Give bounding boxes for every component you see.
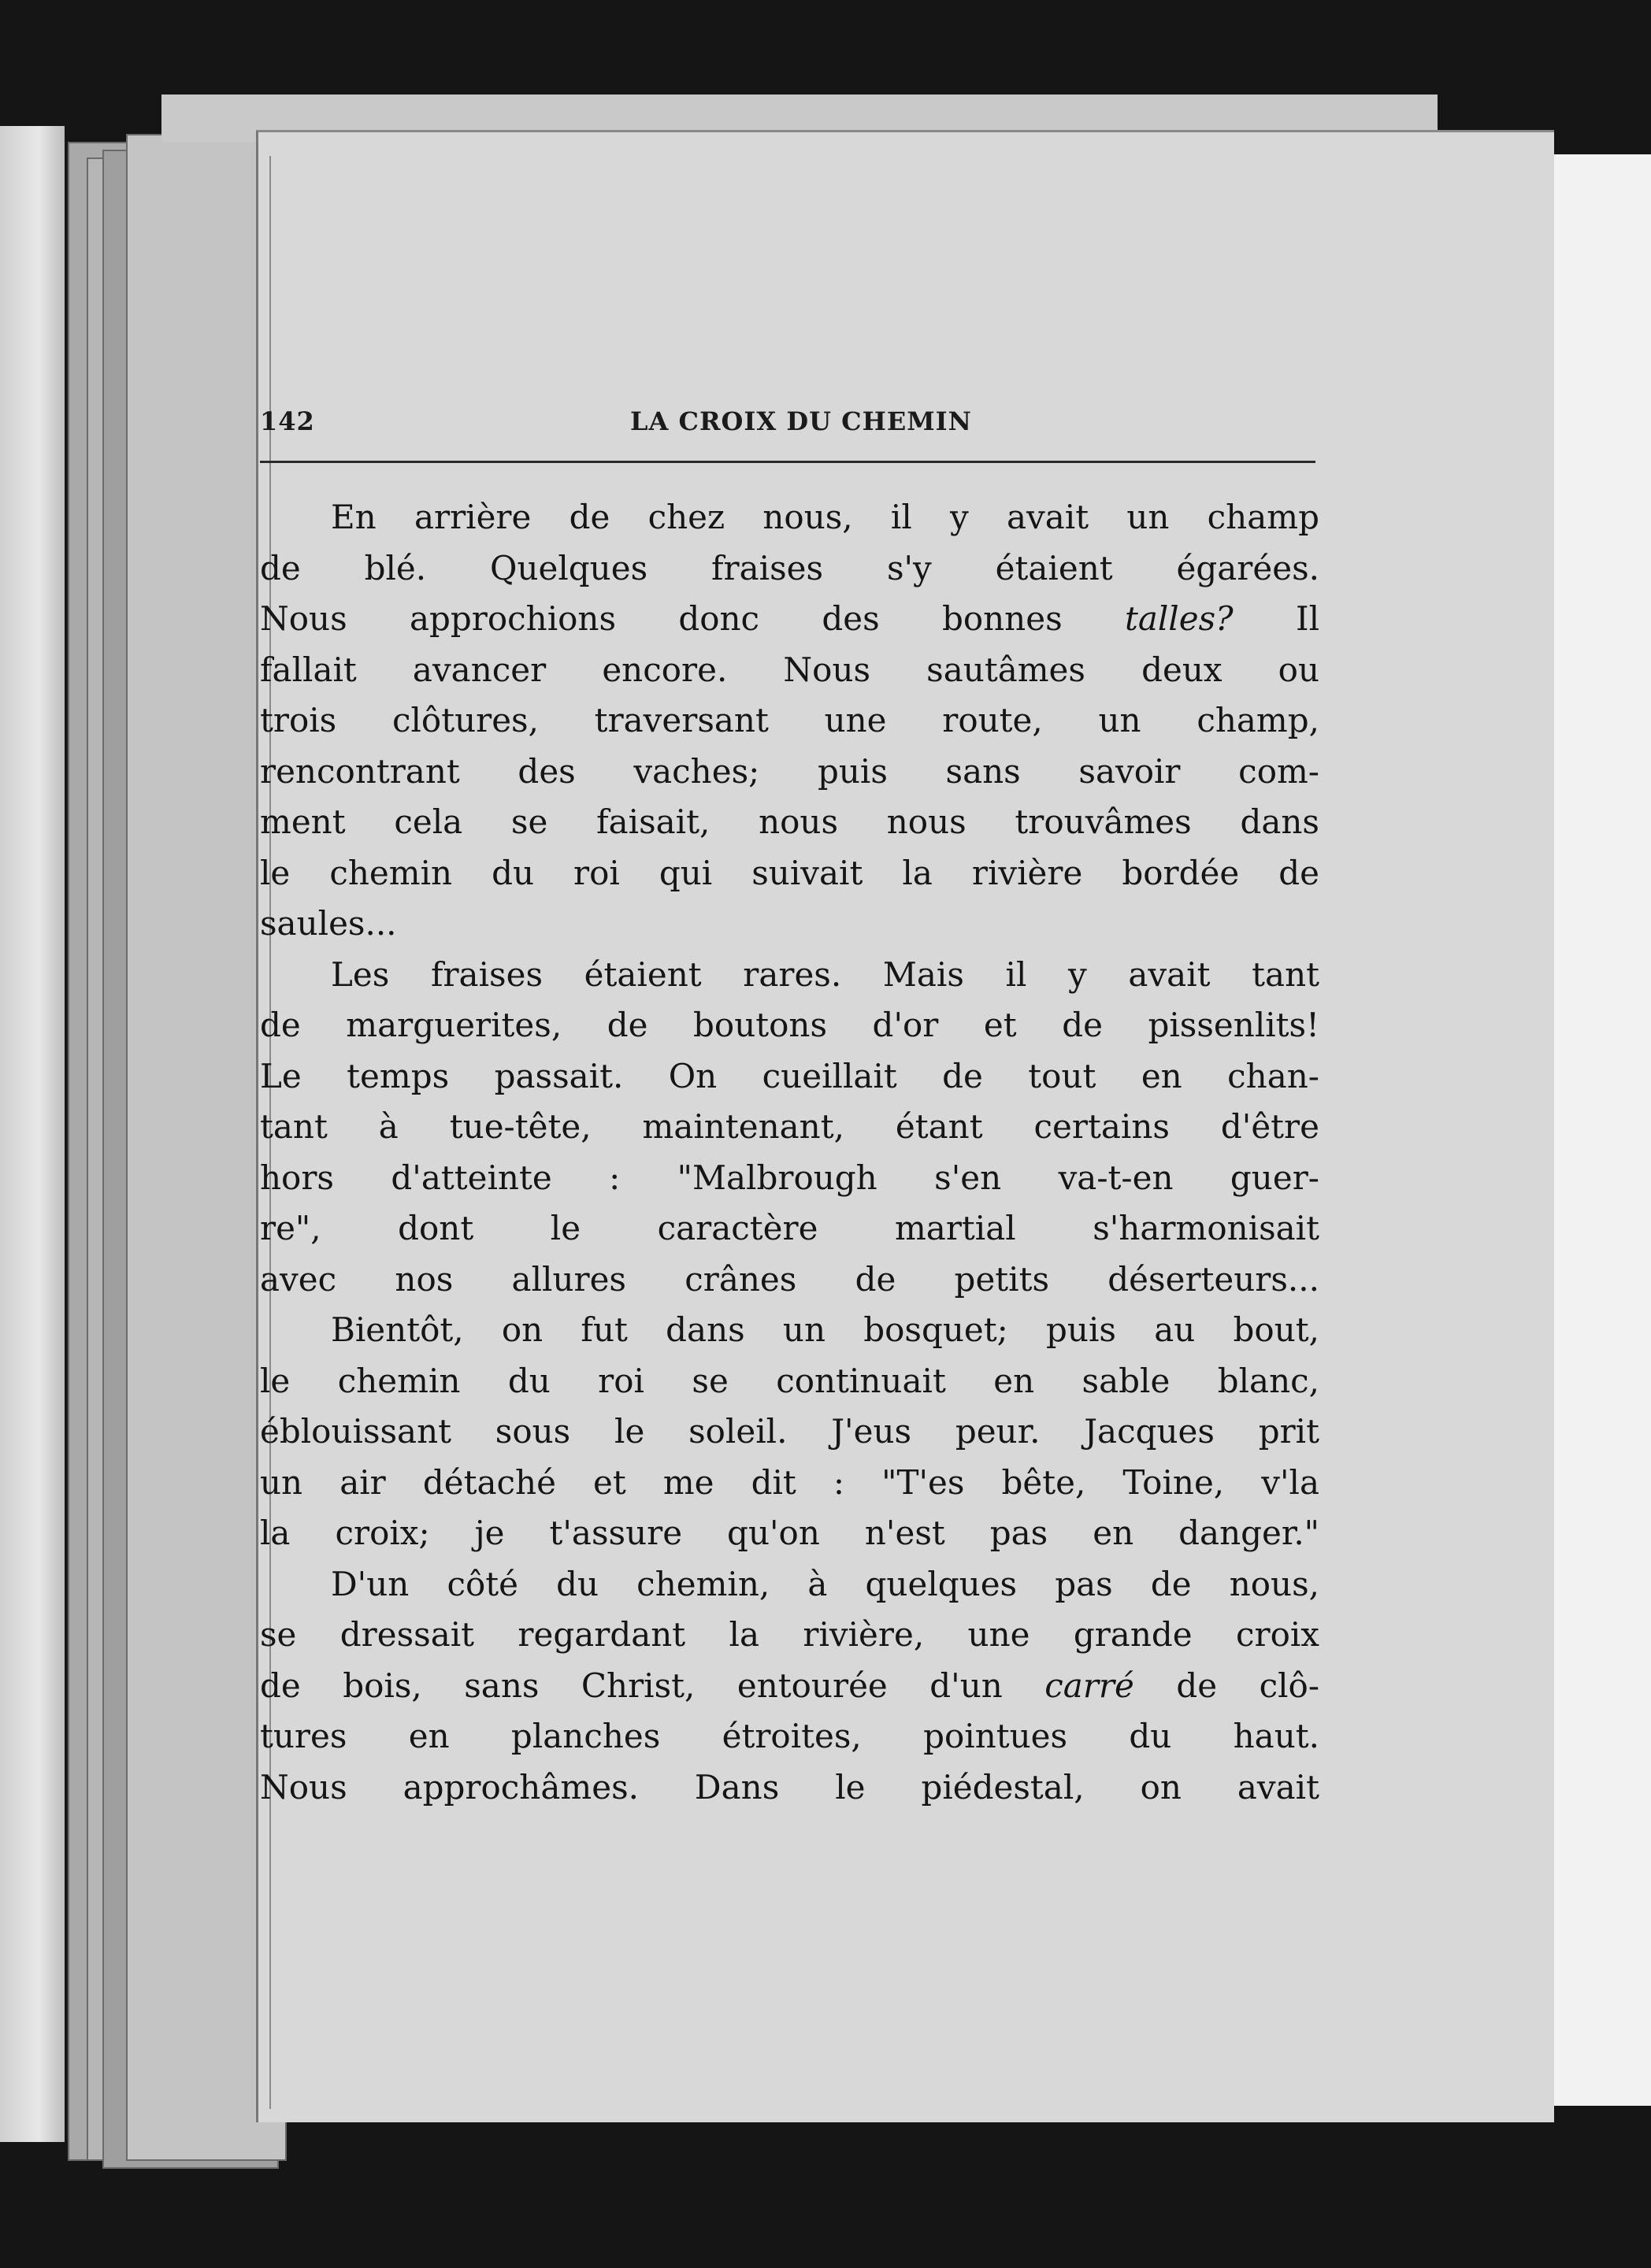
text-line: fallait avancer encore. Nous sautâmes deux ou (260, 650, 1319, 689)
text-line: le chemin du roi qui suivait la rivière bordée de (260, 853, 1319, 892)
text-line: Le temps passait. On cueillait de tout en chan- (260, 1056, 1319, 1095)
text-line: de marguerites, de boutons d'or et de pissenlits! (260, 1006, 1319, 1044)
text-segment: Nous approchions donc des bonnes (260, 599, 1125, 638)
text-line: D'un côté du chemin, à quelques pas de nous, (331, 1564, 1319, 1603)
text-line: hors d'atteinte : "Malbrough s'en va-t-en guer- (260, 1158, 1319, 1197)
text-line: Les fraises étaient rares. Mais il y avait tant (331, 954, 1319, 994)
text-line: de blé. Quelques fraises s'y étaient égarées. (260, 548, 1319, 587)
book-title: LA CROIX DU CHEMIN (630, 406, 972, 436)
text-line: rencontrant des vaches; puis sans savoir com- (260, 751, 1319, 791)
text-line: ment cela se faisait, nous nous trouvâmes dans (260, 802, 1319, 841)
text-line: la croix; je t'assure qu'on n'est pas en danger." (260, 1514, 1319, 1552)
text-segment: Il (1233, 599, 1319, 638)
text-line: le chemin du roi se continuait en sable blanc, (260, 1361, 1319, 1400)
page-number: 142 (260, 406, 315, 436)
text-line (260, 1661, 1319, 1712)
body-text (260, 492, 1319, 1813)
text-line: re", dont le caractère martial s'harmonisait (260, 1209, 1319, 1247)
book-cover-edge (0, 126, 65, 2142)
italic-word: carré (1044, 1666, 1134, 1705)
text-line (260, 594, 1319, 645)
text-segment: de bois, sans Christ, entourée d'un (260, 1666, 1045, 1705)
book-right-board (1553, 154, 1651, 2106)
text-line: un air détaché et me dit : "T'es bête, Toine, v'la (260, 1462, 1319, 1502)
text-line: se dressait regardant la rivière, une grande croix (260, 1615, 1319, 1654)
text-line: Bientôt, on fut dans un bosquet; puis au bout, (331, 1310, 1319, 1349)
text-line: éblouissant sous le soleil. J'eus peur. Jacques prit (260, 1412, 1319, 1451)
text-segment: de clô- (1133, 1666, 1319, 1705)
text-line: Nous approchâmes. Dans le piédestal, on avait (260, 1767, 1319, 1807)
text-line: avec nos allures crânes de petits déserteurs... (260, 1259, 1319, 1299)
text-line: saules... (260, 904, 397, 943)
running-head (260, 402, 1312, 449)
text-line: tures en planches étroites, pointues du haut. (260, 1717, 1319, 1755)
header-rule (260, 461, 1315, 463)
text-line: trois clôtures, traversant une route, un champ, (260, 701, 1319, 739)
text-line: tant à tue-tête, maintenant, étant certains d'être (260, 1107, 1319, 1146)
italic-word: talles? (1124, 599, 1234, 638)
text-line: En arrière de chez nous, il y avait un champ (331, 498, 1319, 536)
